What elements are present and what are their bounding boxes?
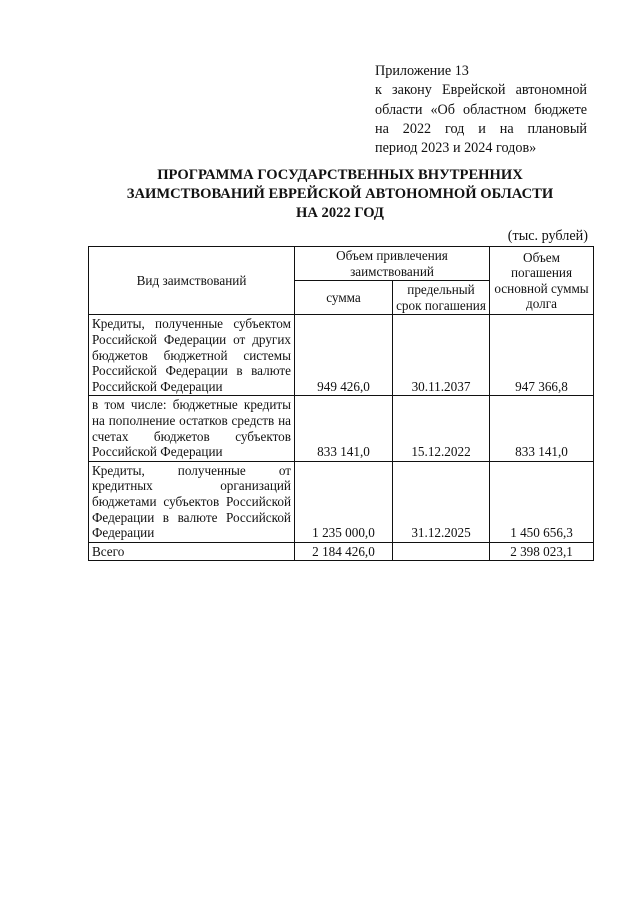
row-amount: 833 141,0 (295, 396, 393, 461)
total-amount: 2 184 426,0 (295, 542, 393, 561)
units-label: (тыс. рублей) (507, 228, 588, 244)
total-term (393, 542, 490, 561)
total-label: Всего (89, 542, 295, 561)
row-repayment: 947 366,8 (490, 315, 594, 396)
total-repayment: 2 398 023,1 (490, 542, 594, 561)
row-term: 31.12.2025 (393, 461, 490, 542)
row-term: 30.11.2037 (393, 315, 490, 396)
header-row (89, 247, 594, 281)
annex-line-3: области «Об областном бюджете (375, 101, 587, 118)
header-kind: Вид заимствований (89, 247, 295, 315)
row-name: Кредиты, полученные от кредитных организаций бюджетами субъектов Российской Федерации в валюте Российской Федерации (89, 461, 295, 542)
annex-line-5: период 2023 и 2024 годов» (375, 140, 537, 157)
row-name: Кредиты, полученные субъектом Российской Федерации от других бюджетов бюджетной системы Российской Федерации в валюте Российской Федерации (89, 315, 295, 396)
total-row (89, 542, 594, 561)
header-amount: сумма (295, 281, 393, 315)
table-row (89, 461, 594, 542)
document-title (60, 166, 620, 223)
table-row (89, 315, 594, 396)
row-repayment: 833 141,0 (490, 396, 594, 461)
header-repayment: Объем погашения основной суммы долга (490, 247, 594, 315)
row-term: 15.12.2022 (393, 396, 490, 461)
row-amount: 949 426,0 (295, 315, 393, 396)
table-row (89, 396, 594, 461)
borrowing-table (88, 246, 594, 561)
annex-note (375, 62, 587, 158)
header-attraction: Объем привлечения заимствований (295, 247, 490, 281)
annex-line-2: к закону Еврейской автономной (375, 82, 587, 99)
row-repayment: 1 450 656,3 (490, 461, 594, 542)
title-line-2: ЗАИМСТВОВАНИЙ ЕВРЕЙСКОЙ АВТОНОМНОЙ ОБЛАСТИ (126, 186, 554, 202)
annex-line-1: Приложение 13 (375, 63, 469, 79)
header-term: предельный срок погашения (393, 281, 490, 315)
title-line-3: НА 2022 ГОД (296, 205, 384, 221)
row-amount: 1 235 000,0 (295, 461, 393, 542)
annex-line-4: на 2022 год и на плановый (375, 120, 587, 137)
title-line-1: ПРОГРАММА ГОСУДАРСТВЕННЫХ ВНУТРЕННИХ (157, 167, 523, 183)
row-name: в том числе: бюджетные кредиты на пополнение остатков средств на счетах бюджетов субъектов Российской Федерации (89, 396, 295, 461)
